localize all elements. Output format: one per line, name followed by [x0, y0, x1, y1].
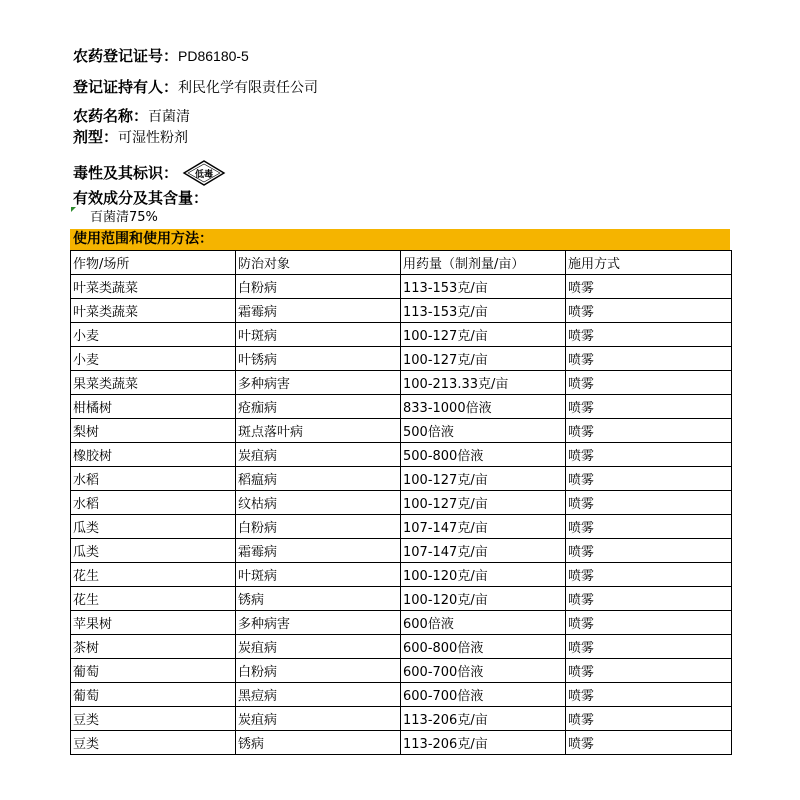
target-cell: 白粉病 [236, 275, 401, 299]
active-ingredient-value: 百菌清75% [90, 210, 158, 225]
crop-cell: 水稻 [71, 491, 236, 515]
usage-table-body [71, 251, 732, 755]
crop-cell: 豆类 [71, 707, 236, 731]
crop-cell: 葡萄 [71, 659, 236, 683]
method-cell: 喷雾 [566, 707, 732, 731]
crop-cell: 果菜类蔬菜 [71, 371, 236, 395]
crop-cell: 葡萄 [71, 683, 236, 707]
crop-cell: 花生 [71, 563, 236, 587]
crop-cell: 小麦 [71, 347, 236, 371]
target-cell: 叶锈病 [236, 347, 401, 371]
table-row [71, 515, 732, 539]
table-row [71, 323, 732, 347]
certificate-holder [73, 77, 318, 98]
table-row [71, 707, 732, 731]
toxicity-label: 毒性及其标识： [73, 164, 179, 182]
crop-cell: 花生 [71, 587, 236, 611]
table-row [71, 299, 732, 323]
method-cell: 喷雾 [566, 539, 732, 563]
table-header-row [71, 251, 732, 275]
target-cell: 炭疽病 [236, 443, 401, 467]
certificate-holder-value: 利民化学有限责任公司 [178, 79, 319, 95]
pesticide-name [73, 106, 190, 127]
pesticide-name-label: 农药名称： [73, 107, 149, 125]
table-row [71, 347, 732, 371]
dosage-cell: 113-206克/亩 [401, 731, 566, 755]
table-row [71, 587, 732, 611]
target-cell: 多种病害 [236, 611, 401, 635]
certificate-holder-label: 登记证持有人： [73, 78, 179, 96]
formulation-value: 可湿性粉剂 [118, 129, 189, 145]
usage-section-title: 使用范围和使用方法： [70, 229, 730, 250]
method-cell: 喷雾 [566, 683, 732, 707]
target-cell: 锈病 [236, 731, 401, 755]
table-row [71, 539, 732, 563]
target-cell: 叶斑病 [236, 323, 401, 347]
crop-cell: 瓜类 [71, 539, 236, 563]
table-row [71, 491, 732, 515]
crop-cell: 瓜类 [71, 515, 236, 539]
crop-cell: 水稻 [71, 467, 236, 491]
method-cell: 喷雾 [566, 659, 732, 683]
target-cell: 疮痂病 [236, 395, 401, 419]
dosage-cell: 600-700倍液 [401, 683, 566, 707]
target-cell: 稻瘟病 [236, 467, 401, 491]
toxicity [73, 160, 226, 186]
table-row [71, 611, 732, 635]
active-ingredient [73, 188, 208, 209]
table-row [71, 419, 732, 443]
crop-cell: 豆类 [71, 731, 236, 755]
method-cell: 喷雾 [566, 419, 732, 443]
method-cell: 喷雾 [566, 395, 732, 419]
method-cell: 喷雾 [566, 563, 732, 587]
cell-comment-marker [71, 207, 76, 212]
target-cell: 白粉病 [236, 515, 401, 539]
registration-number-label: 农药登记证号： [73, 47, 179, 65]
method-cell: 喷雾 [566, 587, 732, 611]
crop-cell: 橡胶树 [71, 443, 236, 467]
target-cell: 纹枯病 [236, 491, 401, 515]
registration-number [73, 46, 249, 67]
table-row [71, 443, 732, 467]
target-cell: 霜霉病 [236, 539, 401, 563]
method-cell: 喷雾 [566, 347, 732, 371]
dosage-cell: 100-120克/亩 [401, 563, 566, 587]
table-row [71, 563, 732, 587]
dosage-cell: 600-700倍液 [401, 659, 566, 683]
method-cell: 喷雾 [566, 275, 732, 299]
table-row [71, 731, 732, 755]
toxicity-badge-text: 低毒 [195, 170, 214, 180]
header-method: 施用方式 [566, 251, 732, 275]
dosage-cell: 100-127克/亩 [401, 491, 566, 515]
method-cell: 喷雾 [566, 371, 732, 395]
target-cell: 霜霉病 [236, 299, 401, 323]
method-cell: 喷雾 [566, 299, 732, 323]
method-cell: 喷雾 [566, 635, 732, 659]
crop-cell: 叶菜类蔬菜 [71, 299, 236, 323]
usage-table [70, 250, 732, 755]
table-row [71, 275, 732, 299]
dosage-cell: 100-127克/亩 [401, 347, 566, 371]
dosage-cell: 100-120克/亩 [401, 587, 566, 611]
method-cell: 喷雾 [566, 491, 732, 515]
dosage-cell: 113-153克/亩 [401, 299, 566, 323]
method-cell: 喷雾 [566, 611, 732, 635]
target-cell: 锈病 [236, 587, 401, 611]
crop-cell: 梨树 [71, 419, 236, 443]
dosage-cell: 113-153克/亩 [401, 275, 566, 299]
target-cell: 炭疽病 [236, 707, 401, 731]
toxicity-diamond-icon [182, 160, 226, 186]
target-cell: 炭疽病 [236, 635, 401, 659]
active-ingredient-label: 有效成分及其含量： [73, 189, 209, 207]
crop-cell: 苹果树 [71, 611, 236, 635]
target-cell: 黑痘病 [236, 683, 401, 707]
dosage-cell: 600倍液 [401, 611, 566, 635]
crop-cell: 柑橘树 [71, 395, 236, 419]
header-target: 防治对象 [236, 251, 401, 275]
crop-cell: 叶菜类蔬菜 [71, 275, 236, 299]
crop-cell: 茶树 [71, 635, 236, 659]
dosage-cell: 600-800倍液 [401, 635, 566, 659]
crop-cell: 小麦 [71, 323, 236, 347]
dosage-cell: 100-213.33克/亩 [401, 371, 566, 395]
method-cell: 喷雾 [566, 323, 732, 347]
table-row [71, 635, 732, 659]
formulation [73, 127, 188, 148]
header-crop: 作物/场所 [71, 251, 236, 275]
method-cell: 喷雾 [566, 467, 732, 491]
target-cell: 白粉病 [236, 659, 401, 683]
dosage-cell: 107-147克/亩 [401, 515, 566, 539]
dosage-cell: 113-206克/亩 [401, 707, 566, 731]
dosage-cell: 500倍液 [401, 419, 566, 443]
table-row [71, 683, 732, 707]
formulation-label: 剂型： [73, 128, 119, 146]
table-row [71, 371, 732, 395]
dosage-cell: 107-147克/亩 [401, 539, 566, 563]
target-cell: 叶斑病 [236, 563, 401, 587]
pesticide-name-value: 百菌清 [148, 108, 191, 124]
method-cell: 喷雾 [566, 443, 732, 467]
dosage-cell: 100-127克/亩 [401, 323, 566, 347]
registration-number-value: PD86180-5 [178, 48, 249, 64]
method-cell: 喷雾 [566, 515, 732, 539]
dosage-cell: 833-1000倍液 [401, 395, 566, 419]
table-row [71, 467, 732, 491]
header-dosage: 用药量（制剂量/亩） [401, 251, 566, 275]
method-cell: 喷雾 [566, 731, 732, 755]
dosage-cell: 100-127克/亩 [401, 467, 566, 491]
target-cell: 多种病害 [236, 371, 401, 395]
table-row [71, 395, 732, 419]
dosage-cell: 500-800倍液 [401, 443, 566, 467]
target-cell: 斑点落叶病 [236, 419, 401, 443]
table-row [71, 659, 732, 683]
